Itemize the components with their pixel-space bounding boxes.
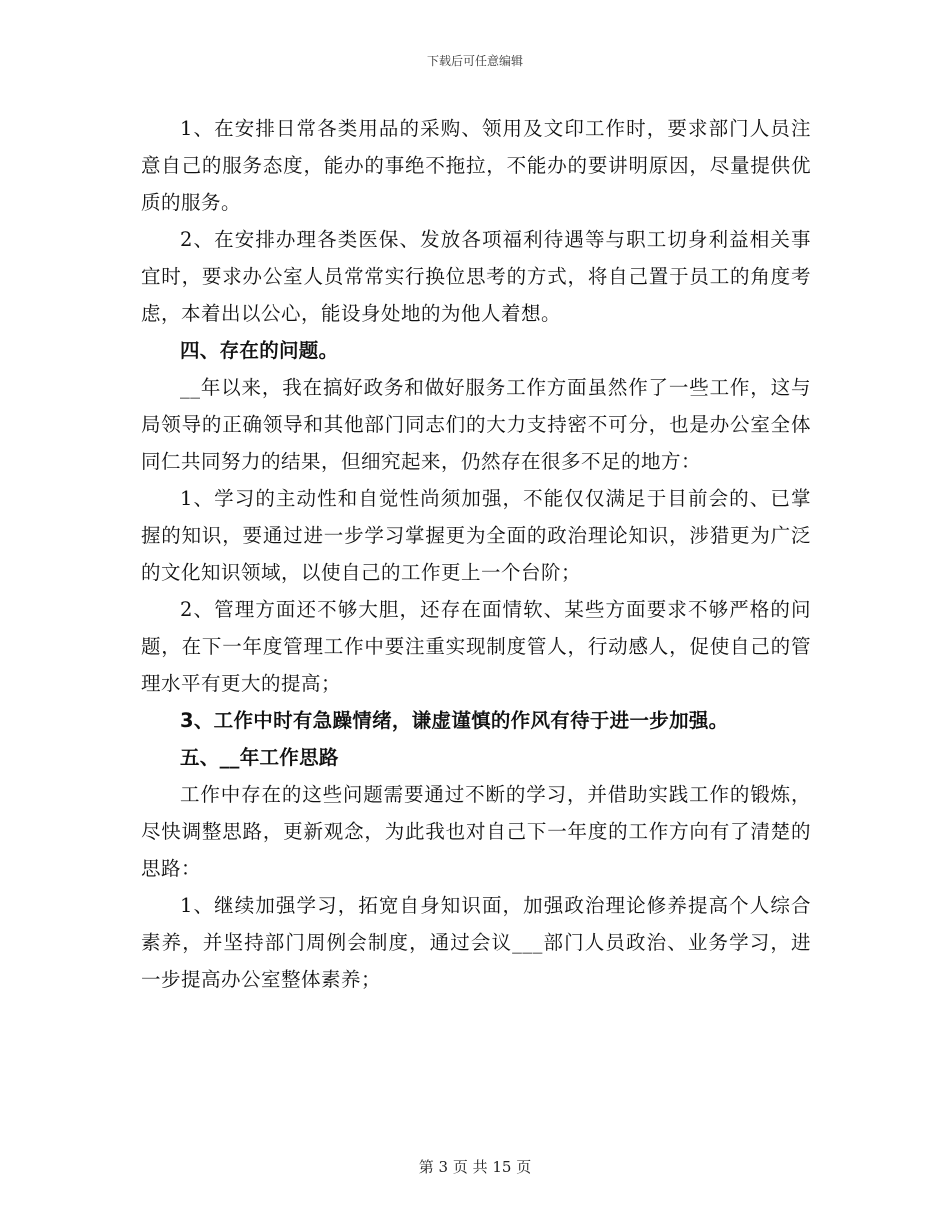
page-header: 下载后可任意编辑 — [426, 54, 523, 68]
paragraph-problem-temper: 3、工作中时有急躁情绪，谦虚谨慎的作风有待于进一步加强。 — [180, 709, 729, 732]
paragraph-procurement: 1、在安排日常各类用品的采购、领用及文印工作时，要求部门人员注意自己的服务态度，能办的事绝不拖拉，不能办的要讲明原因，尽量提供优质的服务。 — [141, 117, 811, 214]
paragraph-welfare: 2、在安排办理各类医保、发放各项福利待遇等与职工切身利益相关事宜时，要求办公室人员常常实行换位思考的方式，将自己置于员工的角度考虑，本着出以公心，能设身处地的为他人着想。 — [141, 228, 811, 325]
paragraph-problem-learning: 1、学习的主动性和自觉性尚须加强，不能仅仅满足于目前会的、已掌握的知识，要通过进一步学习掌握更为全面的政治理论知识，涉猎更为广泛的文化知识领域，以使自己的工作更上一个台阶； — [141, 487, 811, 584]
section-heading-problems: 四、存在的问题。 — [180, 339, 339, 362]
page-number: 第 3 页 共 15 页 — [418, 1158, 532, 1176]
document-body — [141, 110, 811, 998]
section-heading-plan: 五、__年工作思路 — [180, 746, 339, 769]
paragraph-plan-learning: 1、继续加强学习，拓宽自身知识面，加强政治理论修养提高个人综合素养，并坚持部门周例会制度，通过会议___部门人员政治、业务学习，进一步提高办公室整体素养； — [141, 894, 811, 991]
paragraph-plan-intro: 工作中存在的这些问题需要通过不断的学习，并借助实践工作的锻炼，尽快调整思路，更新观念，为此我也对自己下一年度的工作方向有了清楚的思路： — [141, 783, 811, 880]
paragraph-problems-intro: __年以来，我在搞好政务和做好服务工作方面虽然作了一些工作，这与局领导的正确领导和其他部门同志们的大力支持密不可分，也是办公室全体同仁共同努力的结果，但细究起来，仍然存在很多不足的地方： — [141, 376, 811, 473]
paragraph-problem-management: 2、管理方面还不够大胆，还存在面情软、某些方面要求不够严格的问题，在下一年度管理工作中要注重实现制度管人，行动感人，促使自己的管理水平有更大的提高； — [141, 598, 811, 695]
